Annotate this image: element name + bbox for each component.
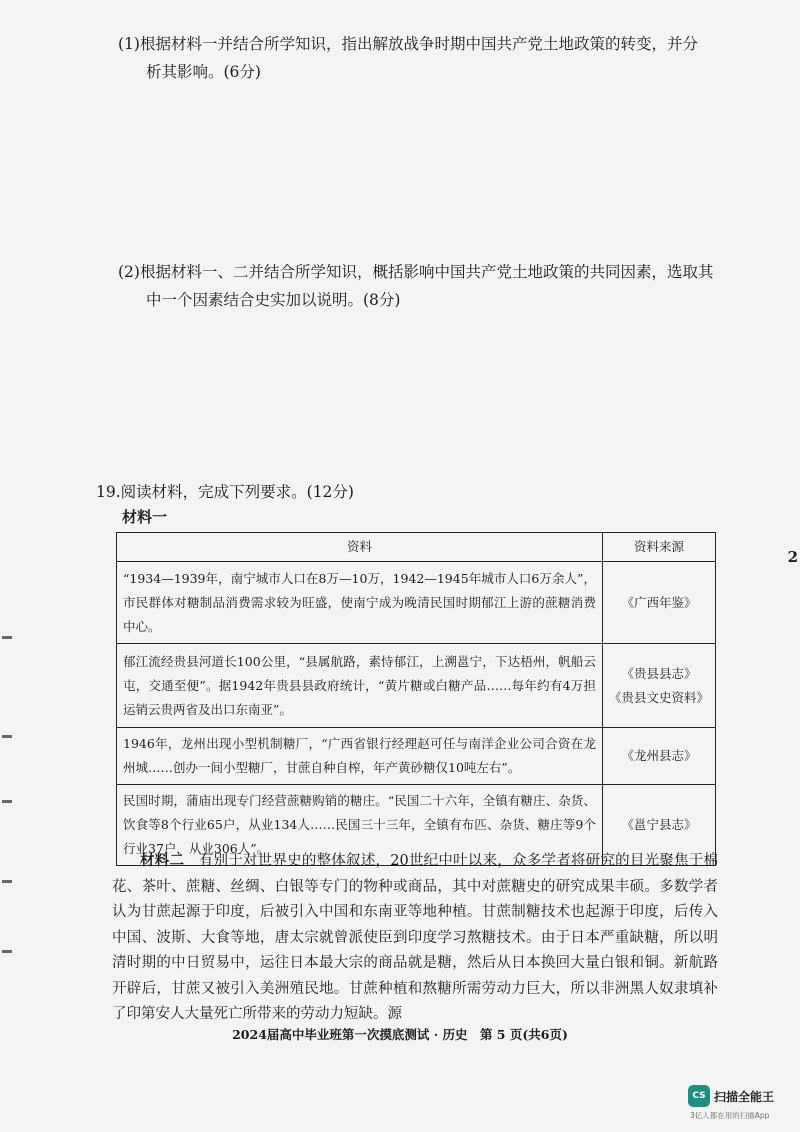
question-1-line2: 析其影响。(6分) <box>146 63 261 81</box>
binding-mark <box>2 636 12 639</box>
scanner-logo-icon: CS <box>688 1085 710 1107</box>
table-row <box>117 728 716 785</box>
header-source: 资料来源 <box>603 533 716 562</box>
row-2-material: 郁江流经贵县河道长100公里，“县属航路，素恃郁江，上溯邕宁，下达梧州，帆船云屯，交通至便”。据1942年贵县县政府统计，“黄片糖或白糖产品……每年约有4万担运销云贵两省及出口东南亚”。 <box>117 644 603 728</box>
row-2-source <box>603 644 716 728</box>
scanner-tagline: 3亿人都在用的扫描App <box>690 1111 770 1120</box>
edge-page-number: 2 <box>787 548 798 566</box>
row-1-material: “1934—1939年，南宁城市人口在8万—10万，1942—1945年城市人口6万余人”，市民群体对糖制品消费需求较为旺盛，使南宁成为晚清民国时期郁江上游的蔗糖消费中心。 <box>117 562 603 644</box>
question-2-line2: 中一个因素结合史实加以说明。(8分) <box>146 291 401 309</box>
row-4-source-1: 《邕宁县志》 <box>621 817 697 832</box>
material-2-text: 有别于对世界史的整体叙述，20世纪中叶以来，众多学者将研究的目光聚焦于棉花、茶叶、蔗糖、丝绸、白银等专门的物种或商品，其中对蔗糖史的研究成果丰硕。多数学者认为甘蔗起源于印度，后被引入中国和东南亚等地种植。甘蔗制糖技术也起源于印度，后传入中国、波斯、大食等地，唐太宗就曾派使臣到印度学习熬糖技术。由于日本严重缺糖，所以明清时期的中日贸易中，运往日本最大宗的商品就是糖，然后从日本换回大量白银和铜。新航路开辟后，甘蔗又被引入美洲殖民地。甘蔗种植和熬糖所需劳动力巨大，所以非洲黑人奴隶填补了印第安人大量死亡所带来的劳动力短缺。源 <box>112 853 719 1022</box>
material-2-label: 材料二 <box>140 852 185 869</box>
binding-mark <box>2 880 12 883</box>
table-header-row <box>117 533 716 562</box>
material-2 <box>112 848 718 1028</box>
page-footer: 2024届高中毕业班第一次摸底测试 · 历史 第 5 页(共6页) <box>232 1027 568 1042</box>
table-row <box>117 644 716 728</box>
binding-mark <box>2 735 12 738</box>
question-2-line1: (2)根据材料一、二并结合所学知识，概括影响中国共产党土地政策的共同因素，选取其 <box>118 263 714 281</box>
scanner-name: 扫描全能王 <box>714 1089 775 1104</box>
question-1 <box>118 30 718 86</box>
row-2-source-2: 《贵县文史资料》 <box>608 689 709 705</box>
row-1-source <box>603 562 716 644</box>
row-3-source-1: 《龙州县志》 <box>621 748 697 763</box>
row-2-source-1: 《贵县县志》 <box>621 665 697 681</box>
binding-mark <box>2 950 12 953</box>
row-3-material: 1946年，龙州出现小型机制糖厂，“广西省银行经理赵可任与南洋企业公司合资在龙州城……创办一间小型糖厂，甘蔗自种自榨，年产黄砂糖仅10吨左右”。 <box>117 728 603 785</box>
material-1-label: 材料一 <box>122 508 168 526</box>
material-1-table <box>116 532 716 866</box>
table-row <box>117 562 716 644</box>
header-material: 资料 <box>117 533 603 562</box>
scanner-watermark <box>688 1085 774 1107</box>
question-1-line1: (1)根据材料一并结合所学知识，指出解放战争时期中国共产党土地政策的转变，并分 <box>118 35 698 53</box>
row-1-source-1: 《广西年鉴》 <box>621 594 697 610</box>
question-19-title: 19.阅读材料，完成下列要求。(12分) <box>96 483 354 501</box>
row-4-material: 民国时期，蒲庙出现专门经营蔗糖购销的糖庄。“民国二十六年，全镇有糖庄、杂货、饮食等8个行业65户，从业134人……民国三十三年，全镇有布匹、杂货、糖庄等9个行业37户，从业306人”。 <box>117 785 603 866</box>
row-3-source <box>603 728 716 785</box>
binding-mark <box>2 800 12 803</box>
question-2 <box>118 258 718 314</box>
